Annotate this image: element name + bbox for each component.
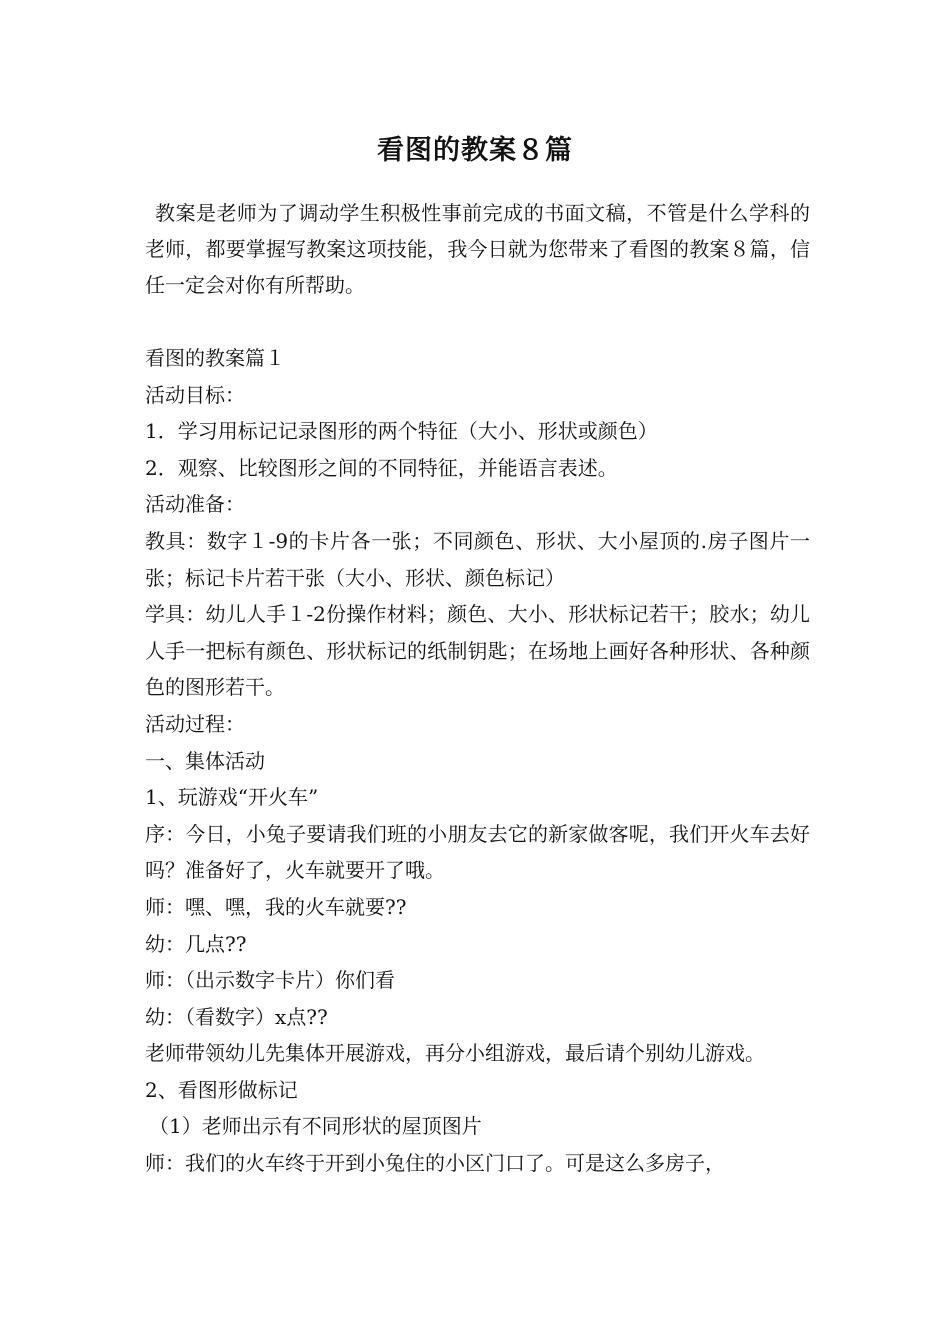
game-heading: 1、玩游戏“开火车” bbox=[145, 785, 319, 810]
goal-item: 1．学习用标记记录图形的两个特征（大小、形状或颜色） bbox=[145, 419, 658, 444]
intro-paragraph: 教案是老师为了调动学生积极性事前完成的书面文稿，不管是什么学科的老师，都要掌握写教案这项技能，我今日就为您带来了看图的教案８篇，信任一定会对你有所帮助。 bbox=[145, 201, 810, 297]
subsection-heading: 2、看图形做标记 bbox=[145, 1077, 298, 1102]
dialogue-line: 师：（出示数字卡片）你们看 bbox=[145, 968, 395, 993]
dialogue-line: 师：我们的火车终于开到小兔住的小区门口了。可是这么多房子， bbox=[145, 1151, 725, 1176]
dialogue-line: 幼：几点?? bbox=[145, 931, 247, 956]
goal-item: 2．观察、比较图形之间的不同特征，并能语言表述。 bbox=[145, 455, 618, 480]
section-heading: 看图的教案篇１ bbox=[145, 346, 285, 370]
document-title: 看图的教案８篇 bbox=[377, 135, 573, 166]
activity-prep-label: 活动准备： bbox=[145, 492, 245, 517]
learning-materials-paragraph: 学具：幼儿人手１-2份操作材料；颜色、大小、形状标记若干；胶水；幼儿人手一把标有颜色、形状标记的纸制钥匙；在场地上画好各种形状、各种颜色的图形若干。 bbox=[145, 602, 810, 700]
dialogue-line: 师：嘿、嘿，我的火车就要?? bbox=[145, 894, 407, 919]
activity-goals-label: 活动目标： bbox=[145, 382, 245, 407]
dialogue-line: 幼：（看数字）x点?? bbox=[145, 1004, 328, 1029]
teaching-aids-paragraph: 教具：数字１-9的卡片各一张；不同颜色、形状、大小屋顶的.房子图片一张；标记卡片若干张（大小、形状、颜色标记） bbox=[145, 528, 810, 590]
dialogue-paragraph: 序：今日，小兔子要请我们班的小朋友去它的新家做客呢，我们开火车去好吗？准备好了，火车就要开了哦。 bbox=[145, 821, 810, 883]
document-body bbox=[145, 340, 810, 1182]
activity-process-label: 活动过程： bbox=[145, 711, 245, 736]
subsection-heading: 一、集体活动 bbox=[145, 748, 265, 773]
step-heading: （1）老师出示有不同形状的屋顶图片 bbox=[149, 1114, 482, 1139]
instruction-paragraph: 老师带领幼儿先集体开展游戏，再分小组游戏，最后请个别幼儿游戏。 bbox=[145, 1041, 765, 1066]
